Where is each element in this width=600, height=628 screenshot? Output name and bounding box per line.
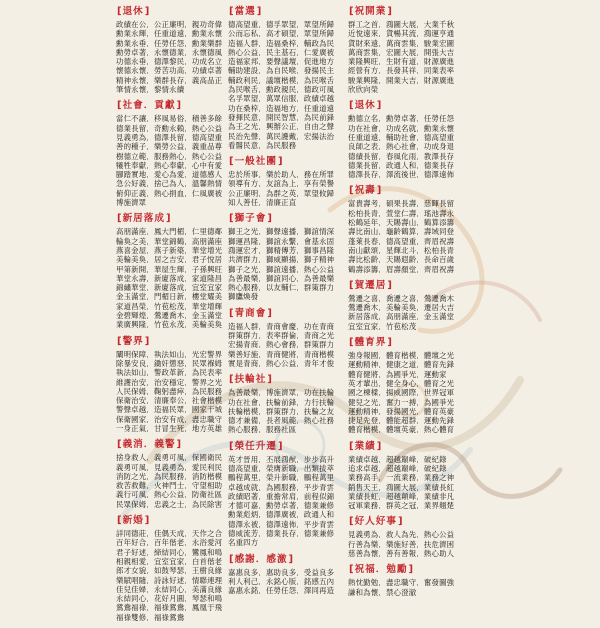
- line: 發揮民意．開民智慧．為民前鋒: [228, 112, 335, 122]
- line: 執法如山．警政革新．為民表率: [116, 368, 223, 378]
- line: 急公好義．捨己為人．溫馨熱情: [116, 179, 223, 189]
- bracket-close: ]: [277, 440, 283, 452]
- line: 公正廉明．為群之英．眾望攸歸: [228, 188, 335, 198]
- section-title: 社會．貢獻: [122, 100, 176, 112]
- section-heading: [348, 516, 494, 528]
- line: 義勇可風．見義勇為．愛民利民: [116, 462, 223, 472]
- line: 錦繡華堂．新廈落成．宜室宜家: [116, 283, 223, 293]
- section-title: 退休: [122, 6, 144, 17]
- bracket-close: ]: [144, 515, 150, 527]
- bracket-close: ]: [144, 6, 150, 17]
- line: 壽比南山．龜齡鶴算．壽域同登: [348, 227, 455, 237]
- line: 民眾保姆．忠義之士．為民除害: [116, 499, 223, 509]
- line: 為民喉舌．勳政親民．德政可風: [228, 85, 335, 95]
- line: 體育健將．為國爭光．運動家: [348, 369, 447, 379]
- line: 德高望重．榮膺新職．出類拔萃: [228, 463, 335, 473]
- line: 犧牲奉獻．熱心奉獻．心中有愛: [116, 160, 223, 170]
- line: 謙和為懷．禁心澄澈: [348, 587, 417, 597]
- line: 勳業永垂．任勞任怨．勳業樂群: [116, 38, 223, 48]
- line: 樂賦唱隨．詩詠好逑．情聯連理: [116, 575, 223, 585]
- line: 近悅遠來．貨暢其流．鴻運亨通: [348, 29, 455, 39]
- line: 人民保姆．鞠躬盡瘁．為民服務: [116, 386, 223, 396]
- bracket-open: [: [349, 337, 354, 349]
- bracket-open: [: [229, 440, 234, 452]
- section-relocation: [348, 280, 494, 331]
- line: 功德永垂．德澤黎民．功成名立: [116, 57, 223, 67]
- line: 德業長留．政通人和．德業長存: [348, 160, 455, 170]
- line: 業隆興旺．生財有道．財源廣進: [348, 57, 455, 67]
- line: 群策群力．表率群倫．青商之光: [228, 331, 335, 341]
- line: 燕喜金屋．燕子新築．華堂增光: [116, 245, 223, 255]
- line: 為王之光．興辦公正．自由之聲: [228, 122, 335, 132]
- section-heading: [348, 185, 494, 197]
- line: 見義勇為．救人為先．熱心公益: [348, 530, 455, 540]
- bracket-close: ]: [408, 564, 414, 576]
- section-title: 一般社團: [234, 156, 277, 168]
- section-blessing-encouragement: [348, 564, 494, 597]
- section-title: 祝開業: [354, 6, 387, 17]
- bracket-open: [: [349, 516, 354, 528]
- section-heading: [348, 337, 494, 349]
- line: 獅子之光．獅誼遠播．熱心公益: [228, 264, 335, 274]
- line: 勳業彪炳．德澤廣被．政通人和: [228, 510, 335, 520]
- bracket-open: [: [229, 553, 234, 565]
- line: 熱心服務．以友輔仁．群策群力: [228, 283, 335, 293]
- line: 功在桑梓．造福地方．任重道遠: [228, 103, 335, 113]
- line: 相親相愛．宜室宜家．白首偕老: [116, 556, 223, 566]
- bracket-open: [: [229, 213, 234, 225]
- section-heading: [348, 564, 494, 576]
- line: 業務高手．一流業務．業務之神: [348, 473, 455, 483]
- line: 維護治安．治安穩定．警界之光: [116, 377, 223, 387]
- bracket-close: ]: [277, 156, 283, 168]
- line: 金碧輝煌．鶯遷喬木．金玉滿堂: [116, 311, 223, 321]
- line: 為善最樂．博施濟眾．功在扶輪: [228, 388, 335, 398]
- line: 詳同德莊．佳偶天成．天作之合: [116, 529, 223, 539]
- section-title: 好人好事: [354, 516, 397, 528]
- bracket-open: [: [349, 564, 354, 576]
- line: 民治先聲．萬民護戴．宏揚法治: [228, 131, 335, 141]
- line: 捷足先登．體能超群．運動先鋒: [348, 416, 455, 426]
- line: 德績長留．春風化雨．教澤長存: [348, 151, 455, 161]
- line: 冠軍業務．群英之冠．業界翹楚: [348, 501, 455, 511]
- bracket-open: [: [349, 185, 354, 197]
- bracket-close: ]: [397, 516, 403, 528]
- line: 勳勞卓著．永懷德業．永懷德風: [116, 47, 223, 57]
- line: 造福人群．造福桑梓．輔政為民: [228, 38, 335, 48]
- line: 美輪美奐．居之吉安．君子悅居: [116, 255, 223, 265]
- line: 博施濟眾: [116, 198, 147, 208]
- line: 德才兼備．長者風範．熱心社務: [228, 416, 335, 426]
- line: 輔助建設．為自民喉．發揚民主: [228, 66, 335, 76]
- line: 才德可嘉．勳勞卓著．德業兼修: [228, 501, 335, 511]
- section-title: 祝壽: [354, 185, 376, 197]
- line: 業績卓越．超越巔峰．破紀錄: [348, 454, 447, 464]
- section-retirement-2: [348, 100, 494, 179]
- line: 當仁不讓．移風易俗．積善多餘: [116, 114, 223, 124]
- bracket-close: ]: [387, 6, 392, 17]
- line: 鶯遷之喜．喬遷之喜．鶯遷喬木: [348, 293, 455, 303]
- line: 運動精神．發揚國光．體育英豪: [348, 406, 455, 416]
- line: 熱忱勤勉．盡忠職守．奮發圖強: [348, 578, 455, 588]
- line: 腳踏實地．愛心為愛．道德感人: [116, 170, 223, 180]
- section-title: 獅子會: [234, 213, 267, 225]
- line: 良師之表．熱心社會．功成身退: [348, 142, 455, 152]
- line: 華堂永壽．新廈落成．家道隆昌: [116, 273, 223, 283]
- line: 樹德立範．服務熱心．熱心公益: [116, 151, 223, 161]
- line: 國之棟樑．揚威國際．世界冠軍: [348, 388, 455, 398]
- line: 見義勇為．德澤長留．德高望重: [116, 132, 223, 142]
- bracket-close: ]: [144, 335, 150, 347]
- line: 英才輩出．健全身心．體育之光: [348, 378, 455, 388]
- line: 共濟群力．獅威顯揚．獅子精神: [228, 255, 335, 265]
- bracket-close: ]: [267, 374, 272, 386]
- line: 強身報國．體育楷模．體壇之光: [348, 351, 455, 361]
- line: 領導有方．友誼為上．享有榮譽: [228, 179, 335, 189]
- line: 行善為樂．樂施好善．扶危濟困: [348, 539, 455, 549]
- line: 經營有方．長發其祥．同業表率: [348, 66, 455, 76]
- section-heading: [348, 280, 494, 292]
- bracket-open: [: [229, 374, 234, 386]
- line: 永結同心．花好月圓．琴瑟和鳴: [116, 594, 223, 604]
- line: 富貴壽考．碩果長壽．慈暉長留: [348, 199, 455, 209]
- bracket-close: ]: [256, 6, 262, 17]
- bracket-close: ]: [376, 100, 382, 112]
- right-column: [348, 6, 494, 603]
- line: 善的種子．樂勞公益．義重品尊: [116, 142, 223, 152]
- section-title: 業績: [354, 440, 376, 452]
- section-heading: [348, 441, 494, 453]
- line: 造福家邦．要聲議壇．促進地方: [228, 57, 335, 67]
- bracket-close: ]: [267, 307, 272, 319]
- line: 君子好逑．締結同心．鸞鳳和鳴: [116, 547, 223, 557]
- line: 輪奐之美．華堂錦鶴．高朋滿座: [116, 236, 223, 246]
- section-sports: [348, 337, 494, 435]
- line: 勳德立名．勳勞卓著．任勞任怨: [348, 114, 455, 124]
- line: 任重道遠．輔助社會．德高望重: [348, 132, 455, 142]
- line: 松鶴延年．天賜壽山．鶴算添籌: [348, 218, 455, 228]
- line: 勳業永輝．任重道遠．勳業永懷: [116, 29, 223, 39]
- bracket-open: [: [349, 6, 354, 17]
- line: 卓越成就．為國服務．平步青雲: [228, 482, 335, 492]
- line: 德澤長存．澤流後世．德澤遠佈: [348, 170, 455, 180]
- section-title: 扶輪社: [234, 374, 267, 386]
- line: 體育楷模．體壇英豪．熱心體育: [348, 425, 455, 435]
- bracket-open: [: [117, 100, 122, 112]
- bracket-open: [: [349, 100, 354, 112]
- line: 忠於所事．樂於助人．務在所罪: [228, 170, 335, 180]
- line: 造福人群．青商會慶．功在青商: [228, 321, 335, 331]
- line: 鴛鴦福祿．福祿鴛鴦．鳳凰于飛: [116, 603, 223, 613]
- line: 貨財來遠．萬商雲集．駿業宏圖: [348, 38, 455, 48]
- line: 救苦救難．火神鬥士．守望相助: [116, 481, 223, 491]
- line: 扶輪楷模．群策群力．扶輪之友: [228, 406, 335, 416]
- line: 政績昭著．重擔常肩．前程似錦: [228, 491, 335, 501]
- section-title: 警界: [122, 335, 144, 347]
- line: 新居落成．高朋滿座．金玉滿堂: [348, 312, 455, 322]
- line: 鵬程萬里．榮升新職．鵬程萬里: [228, 473, 335, 483]
- section-title: 感謝．感激: [234, 553, 288, 565]
- line: 銷售天王．鴻圖大展．業績長紅: [348, 482, 455, 492]
- line: 福祿雙修．福祿鴛鴦: [116, 612, 185, 622]
- line: 松柏長青．萱堂仁壽．瑤池壽永: [348, 208, 455, 218]
- line: 捨身救人．義勇可風．保國衛民: [116, 453, 223, 463]
- line: 蓬萊長春．德高望重．齊眉祝壽: [348, 236, 455, 246]
- section-heading: [348, 100, 494, 112]
- line: 壽比松齡．天賜遐齡．長命百歲: [348, 255, 455, 265]
- line: 宜室宜家．竹苞松茂: [348, 321, 417, 331]
- line: 宏揚青商．熱心會務．群策群力: [228, 340, 335, 350]
- line: 闡明保障．執法如山．光宏警界: [116, 349, 223, 359]
- section-good-deeds: [348, 516, 494, 558]
- line: 德威流芳．德業長存．德業兼修: [228, 529, 335, 539]
- line: 樂善好施．青商健將．青商楷模: [228, 349, 335, 359]
- line: 利人利己．永銘心版．銘感五內: [228, 576, 335, 586]
- section-title: 體育界: [354, 337, 387, 349]
- bracket-open: [: [117, 515, 122, 527]
- bracket-open: [: [229, 6, 234, 17]
- section-title: 祝福．勉勵: [354, 564, 408, 576]
- bracket-close: ]: [267, 213, 272, 225]
- line: 保衛治安．清廉奉公．社會楷模: [116, 396, 223, 406]
- section-title: 新婚: [122, 515, 144, 527]
- bracket-close: ]: [376, 185, 382, 197]
- line: 群工之首．鴻圖大展．大業千秋: [348, 20, 455, 29]
- line: 名孚眾望．萬眾信服．政績卓越: [228, 94, 335, 104]
- bracket-close: ]: [387, 337, 392, 349]
- line: 德業長留．奇勳永賴．熱心公益: [116, 123, 223, 133]
- line: 名重四方: [228, 538, 259, 548]
- line: 鶴壽添籌．眉壽顏堂．齊眉祝壽: [348, 264, 455, 274]
- line: 德高望重．德孚眾望．眾望所歸: [228, 20, 335, 29]
- line: 鶯遷喬木．美輪美奐．遷居大吉: [348, 303, 455, 313]
- bracket-close: ]: [176, 439, 182, 451]
- bracket-open: [: [349, 279, 354, 291]
- line: 業廣興隆．竹苞永茂．美輪美奐: [116, 320, 223, 330]
- section-birthday: [348, 185, 494, 273]
- section-business-opening: [348, 6, 494, 94]
- bracket-open: [: [117, 6, 122, 17]
- section-title: 當選: [234, 6, 256, 17]
- line: 業績長虹．超越顛峰．業績非凡: [348, 491, 455, 501]
- line: 熱心公益．民主基石．仁愛廣被: [228, 47, 335, 57]
- line: 獅鷹煥發: [228, 292, 259, 302]
- line: 高朋滿座．鳳大門楣．仁里德鄰: [116, 227, 223, 237]
- bracket-close: ]: [376, 440, 382, 452]
- line: 俯仰正義．熱心捐血．仁風廣被: [116, 188, 223, 198]
- line: 欣欣向榮: [348, 85, 379, 95]
- bracket-open: [: [349, 440, 354, 452]
- section-heading: [348, 6, 494, 18]
- section-title: 榮任升遷: [234, 440, 277, 452]
- section-title: 賀遷居: [354, 279, 387, 291]
- bracket-close: ]: [288, 553, 294, 565]
- line: 熱心服務．服務社區: [228, 425, 297, 435]
- line: 警聲卓越．造福民眾．國家干城: [116, 405, 223, 415]
- section-title: 青商會: [234, 307, 267, 319]
- section-title: 義消．義警: [122, 439, 176, 451]
- line: 義行可風．熱心公益．防衛社區: [116, 490, 223, 500]
- section-title: 新居落成: [122, 213, 165, 225]
- line: 百年好合．百年偕老．永浴愛河: [116, 538, 223, 548]
- line: 功在社會．功成名就．勳業永懷: [348, 123, 455, 133]
- line: 運動精神．健康之道．體育先鋒: [348, 360, 455, 370]
- line: 萬商雲集．宏圖大展．開張大吉: [348, 47, 455, 57]
- line: 健兒之光．奮力一搏．為國爭光: [348, 397, 455, 407]
- line: 看醫民意．為民服務: [228, 140, 297, 150]
- line: 精神永懷．樂群長存．義高品正: [116, 75, 223, 85]
- line: 保衛國家．治安有成．盡忠職守: [116, 414, 223, 424]
- line: 嘉惠良多．惠助良多．受益良多: [228, 567, 335, 577]
- line: 慈善為懷．善有善報．熱心助人: [348, 549, 455, 559]
- bracket-open: [: [117, 213, 122, 225]
- line: 知人善任．清廉正直: [228, 198, 297, 208]
- bracket-open: [: [229, 307, 234, 319]
- line: 英才晉用．丕展鴻猷．步步高升: [228, 454, 335, 464]
- line: 駿業興隆．開業大吉．財源廣進: [348, 75, 455, 85]
- line: 除暴安良．鋤奸懲惡．民眾褓姆: [116, 358, 223, 368]
- line: 獅王之光．獅聲遠播．獅誼情深: [228, 227, 335, 237]
- line: 佳兒佳婦．永結同心．美滿良緣: [116, 584, 223, 594]
- bracket-close: ]: [176, 100, 182, 112]
- bracket-open: [: [117, 335, 122, 347]
- line: 為善最樂．獅誼同心．為善最樂: [228, 273, 335, 283]
- line: 追求卓越．超越巔峰．破紀錄: [348, 463, 447, 473]
- line: 家道昌榮．竹苞松茂．華堂增輝: [116, 301, 223, 311]
- line: 德澤永被．德澤遠佈．平步青雲: [228, 519, 335, 529]
- line: 嘉惠永銘．任勞任怨．澤同再造: [228, 586, 335, 596]
- line: 南山獻頌．星輝北斗．松柏長青: [348, 245, 455, 255]
- line: 郎才女貌．如鼓琴瑟．王樹良緣: [116, 566, 223, 576]
- section-title: 退休: [354, 100, 376, 112]
- section-performance: [348, 441, 494, 511]
- bracket-close: ]: [387, 279, 392, 291]
- line: 鴻運宏才．獅精傳芳．獅事昌隆: [228, 245, 335, 255]
- line: 消防之光．為民服務．消防楷模: [116, 471, 223, 481]
- line: 輔政利民．議壇楷模．為民喉舌: [228, 75, 335, 85]
- line: 政績在公．公正廉明．親功奇偉: [116, 20, 223, 29]
- bracket-open: [: [229, 156, 234, 168]
- line: 金玉滿堂．門楣日新．樓堂耀美: [116, 292, 223, 302]
- bracket-open: [: [117, 439, 122, 451]
- line: 一身正氣．甘冒生死．地方英雄: [116, 423, 223, 433]
- line: 公而忘私．高才碩望．眾望所歸: [228, 29, 335, 39]
- line: 懷德永懷．勞苦功高．功績卓著: [116, 66, 223, 76]
- line: 功在社會．扶輪前鋒．力行扶輪: [228, 397, 335, 407]
- line: 甲第新開．華屋生輝．子孫興旺: [116, 264, 223, 274]
- line: 獅運昌隆．獅誼永繫．會基永固: [228, 236, 335, 246]
- line: 筆情永懷．黎情永續: [116, 85, 185, 95]
- bracket-close: ]: [165, 213, 171, 225]
- line: 實是青商．熱心公益．青年才俊: [228, 358, 335, 368]
